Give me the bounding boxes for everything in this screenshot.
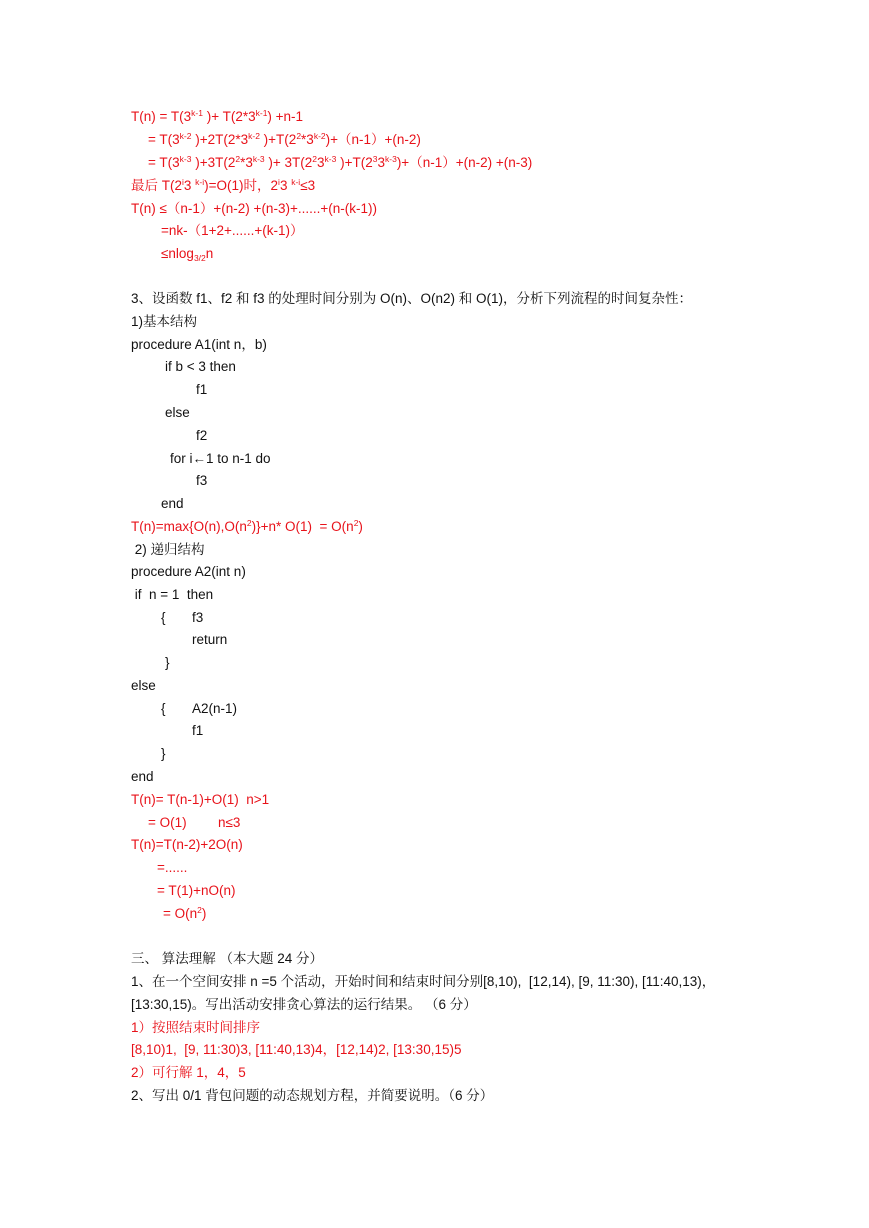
recurrence-line-7: ≤nlog$_{3/2}$n [161, 246, 214, 263]
code2-line: return [192, 632, 228, 647]
section-3-heading: 三、 算法理解 （本大题 24 分） [131, 951, 324, 966]
answer-2-line: = $O(n^2)$ [163, 905, 207, 921]
answer-2-line: n≤3 [218, 815, 241, 830]
code2-line: { [161, 701, 166, 716]
code1-line: f1 [196, 382, 208, 397]
section-3-a1-line-2: [8,10)1, [9, 11:30)3, [11:40,13)4，[12,14)2, [13:30,15)5 [131, 1042, 462, 1057]
code2-line: else [131, 678, 156, 693]
recurrence-line-4: 最后 T(2$^i$3 $^{k-i}$)=O(1)时，2$^i$3 $^{k-i}$≤3 [131, 177, 316, 193]
code2-line: end [131, 769, 154, 784]
code1-line: else [165, 405, 190, 420]
recurrence-line-5: T(n) ≤（n-1）+(n-2) +(n-3)+......+(n-(k-1)) [131, 201, 377, 216]
section-3-a1-line-3: 2）可行解 1，4，5 [131, 1065, 246, 1080]
code2-line: if n = 1 then [131, 587, 214, 602]
answer-2-line: =...... [157, 860, 188, 875]
answer-2-line: = O(1) [148, 815, 187, 830]
code1-line: for i←1 to n-1 do [170, 451, 271, 466]
part-2-title: 2) 递归结构 [131, 542, 205, 557]
recurrence-line-6: =nk-（1+2+......+(k-1)） [161, 223, 304, 238]
answer-2-line: T(n)=T(n-2)+2O(n) [131, 837, 243, 852]
answer-2-line: = T(1)+nO(n) [157, 883, 236, 898]
code2-line: procedure A2(int n) [131, 564, 246, 579]
code1-line: f2 [196, 428, 208, 443]
code2-line: } [165, 655, 170, 670]
section-3-q1-line-1: 1、在一个空间安排 n =5 个活动，开始时间和结束时间分别[8,10), [12,14), [9, 11:30), [11:40,13)， [131, 974, 716, 989]
code1-line: if b < 3 then [165, 359, 236, 374]
recurrence-line-3: = $T(3^{k-3}$ )$+3T(2^2*3^{k-3}$ )+ $3T(2^23^{k-3}$ )$+T(2^33^{k-3})+(n-1)+(n-2) +(n-3)$ [148, 154, 533, 170]
recurrence-line-2: = $T(3^{k-2}$ )$+2T(2*3^{k-2}$ )$+T(2^2*3^{k-2})+(n-1)+(n-2)$ [148, 131, 421, 147]
code2-line: { [161, 610, 166, 625]
section-3-q2: 2、写出 0/1 背包问题的动态规划方程，并简要说明。（6 分） [131, 1088, 494, 1103]
section-3-q1-line-2: [13:30,15)。写出活动安排贪心算法的运行结果。 （6 分） [131, 997, 477, 1012]
code2-line: f3 [192, 610, 204, 625]
code1-line: f3 [196, 473, 208, 488]
code2-line: f1 [192, 723, 204, 738]
code1-line: procedure A1(int n，b) [131, 337, 267, 352]
code1-line: end [161, 496, 184, 511]
answer-2-line: T(n)= T(n-1)+O(1) n>1 [131, 792, 270, 807]
code2-line: } [161, 746, 166, 761]
section-3-a1-line-1: 1）按照结束时间排序 [131, 1020, 261, 1035]
answer-1: $T(n)=\max\{O(n),O(n^2)\}+n*$ $O(1) = O(n^2)$ [131, 518, 363, 534]
code2-line: A2(n-1) [192, 701, 238, 716]
question-3-prompt: 3、设函数 f1、f2 和 f3 的处理时间分别为 O(n)、O(n2) 和 O(1)，分析下列流程的时间复杂性： [131, 291, 693, 306]
recurrence-line-1: $T(n) = T(3^{k-1}$ )+ $T(2*3^{k-1}) +n-1$ [131, 108, 304, 124]
part-1-title: 1)基本结构 [131, 314, 198, 329]
